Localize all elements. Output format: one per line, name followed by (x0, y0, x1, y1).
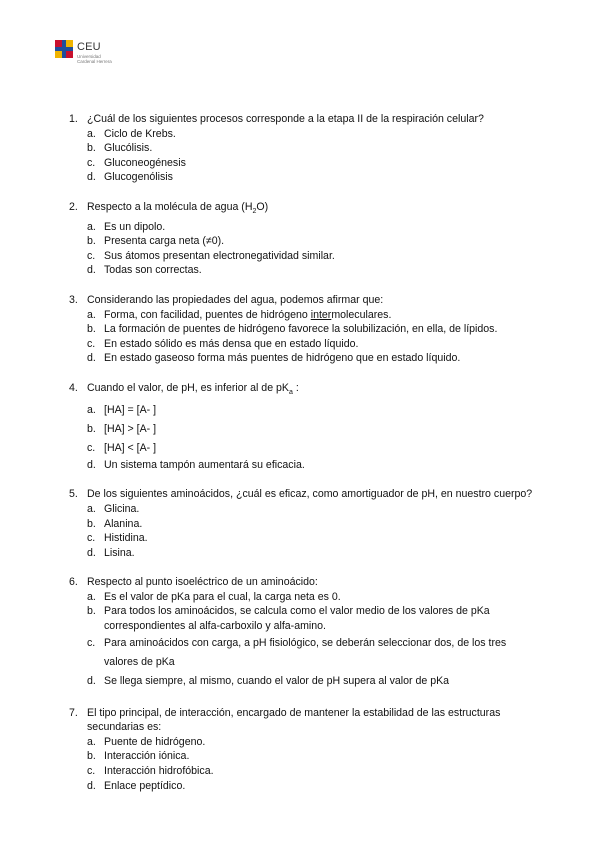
option-letter: d. (87, 779, 96, 792)
option-letter: a. (87, 403, 96, 416)
question-text-part: O) (256, 200, 269, 213)
question-number: 6. (69, 576, 78, 589)
option-text-part: Forma, con facilidad, puentes de hidrógeno (104, 308, 311, 321)
option-list (87, 220, 539, 278)
option-letter: c. (87, 636, 96, 649)
option-text: Histidina. (104, 532, 148, 545)
option (87, 420, 539, 439)
question-number: 1. (69, 113, 78, 125)
option-text: Es el valor de pKa para el cual, la carga neta es 0. (104, 590, 341, 603)
question-number: 2. (69, 200, 78, 213)
option-letter: a. (87, 590, 96, 603)
underlined-text: inter (310, 308, 332, 321)
option-letter: d. (87, 674, 96, 687)
option-letter: b. (87, 750, 96, 763)
option-text: Puente de hidrógeno. (104, 735, 206, 748)
option (87, 249, 539, 264)
option-letter: b. (87, 142, 96, 155)
option-text: Alanina. (104, 517, 143, 530)
option-letter: b. (87, 422, 96, 435)
option-letter: c. (87, 441, 96, 454)
question-2 (69, 200, 539, 278)
question-text: Respecto al punto isoeléctrico de un aminoácido: (87, 576, 318, 589)
question-3 (69, 293, 539, 366)
subscript: 2 (252, 208, 257, 216)
question-number: 5. (69, 488, 78, 501)
option-letter: a. (87, 502, 96, 515)
option (87, 546, 539, 561)
option-text: Interacción iónica. (104, 750, 190, 763)
option (87, 351, 539, 366)
option-letter: a. (87, 220, 96, 233)
option-list (87, 308, 539, 366)
option (87, 220, 539, 235)
option-letter: c. (87, 337, 96, 350)
option (87, 156, 539, 171)
option (87, 322, 539, 337)
option (87, 749, 539, 764)
option-letter: a. (87, 735, 96, 748)
question-text: El tipo principal, de interacción, encargado de mantener la estabilidad de las estructuras secundarias es: (87, 706, 501, 734)
option (87, 170, 539, 185)
question-text: ¿Cuál de los siguientes procesos corresponde a la etapa II de la respiración celular? (87, 113, 484, 125)
option-letter: b. (87, 517, 96, 530)
question-text: Considerando las propiedades del agua, podemos afirmar que: (87, 294, 384, 307)
question-4 (69, 381, 539, 472)
option (87, 634, 539, 672)
option-text: Presenta carga neta (≠0). (104, 235, 225, 248)
option-text: Se llega siempre, al mismo, cuando el valor de pH supera al valor de pKa (104, 674, 450, 687)
option (87, 517, 539, 532)
option-list (87, 590, 539, 691)
question-number: 7. (69, 706, 78, 719)
option (87, 308, 539, 323)
option-letter: d. (87, 546, 96, 559)
question-5 (69, 487, 539, 560)
ceu-cross-icon (55, 40, 73, 58)
option (87, 502, 539, 517)
question-list (69, 112, 539, 808)
question-text-part: Cuando el valor, de pH, es inferior al de pK (87, 382, 289, 395)
option-text: Glucólisis. (104, 142, 153, 155)
option (87, 141, 539, 156)
question-text-part: : (292, 382, 299, 395)
option (87, 531, 539, 546)
option-letter: d. (87, 352, 96, 365)
option-text: [HA] < [A- ] (104, 441, 157, 454)
option-text: Todas son correctas. (104, 264, 202, 277)
question-number: 4. (69, 382, 78, 395)
option (87, 337, 539, 352)
option-letter: b. (87, 605, 96, 618)
option-list (87, 401, 539, 473)
university-logo (55, 40, 155, 70)
option-letter: b. (87, 235, 96, 248)
option-text (104, 308, 539, 323)
option (87, 127, 539, 142)
option-letter: d. (87, 458, 96, 471)
option-text: Es un dipolo. (104, 220, 166, 233)
option-letter: c. (87, 765, 96, 778)
option-text: Enlace peptídico. (104, 779, 186, 792)
option-letter: c. (87, 532, 96, 545)
question-6 (69, 575, 539, 690)
option (87, 439, 539, 458)
option (87, 779, 539, 794)
option-letter: d. (87, 171, 96, 184)
option-text: Glucogenólisis (104, 171, 173, 184)
option-letter: c. (87, 156, 96, 169)
option-letter: a. (87, 308, 96, 321)
option-letter: a. (87, 127, 96, 140)
option-text: Glicina. (104, 502, 140, 515)
option (87, 604, 539, 633)
question-text (87, 200, 539, 220)
option-text: Lisina. (104, 546, 135, 559)
option-list (87, 127, 539, 185)
option-text: En estado sólido es más densa que en estado líquido. (104, 337, 359, 350)
option (87, 458, 539, 473)
subscript: a (289, 389, 293, 397)
option (87, 672, 539, 691)
option (87, 234, 539, 249)
option-letter: c. (87, 249, 96, 262)
option-text: Para aminoácidos con carga, a pH fisiológico, se deberán seleccionar dos, de los tres valores de pKa (104, 636, 507, 668)
question-text (87, 381, 539, 401)
logo-name: CEU (77, 41, 101, 53)
option (87, 735, 539, 750)
question-1 (69, 112, 539, 185)
option-text: [HA] = [A- ] (104, 403, 157, 416)
logo-subtitle-line-2: Cardenal Herrera (77, 59, 112, 64)
option-text: Ciclo de Krebs. (104, 127, 176, 140)
option-letter: d. (87, 264, 96, 277)
option-text: [HA] > [A- ] (104, 422, 157, 435)
option-text: Interacción hidrofóbica. (104, 765, 214, 778)
option-text: Gluconeogénesis (104, 156, 186, 169)
option-text: Para todos los aminoácidos, se calcula como el valor medio de los valores de pKa correspondientes al alfa-carboxilo y alfa-amino. (104, 605, 490, 633)
question-text-part: Respecto a la molécula de agua (H (87, 200, 253, 213)
option-text: Un sistema tampón aumentará su eficacia. (104, 458, 305, 471)
option (87, 590, 539, 605)
option (87, 401, 539, 420)
option-letter: b. (87, 323, 96, 336)
question-text: De los siguientes aminoácidos, ¿cuál es eficaz, como amortiguador de pH, en nuestro cuerpo? (87, 488, 533, 501)
option-text: Sus átomos presentan electronegatividad similar. (104, 249, 335, 262)
question-number: 3. (69, 294, 78, 307)
option-list (87, 735, 539, 793)
option-list (87, 502, 539, 560)
question-7 (69, 706, 539, 794)
option (87, 263, 539, 278)
logo-subtitle (77, 54, 112, 64)
option (87, 764, 539, 779)
option-text-part: moleculares. (331, 308, 392, 321)
logo-subtitle-line-1: Universidad (77, 54, 101, 59)
option-text: En estado gaseoso forma más puentes de hidrógeno que en estado líquido. (104, 352, 461, 365)
option-text: La formación de puentes de hidrógeno favorece la solubilización, en ella, de lípidos. (104, 323, 498, 336)
